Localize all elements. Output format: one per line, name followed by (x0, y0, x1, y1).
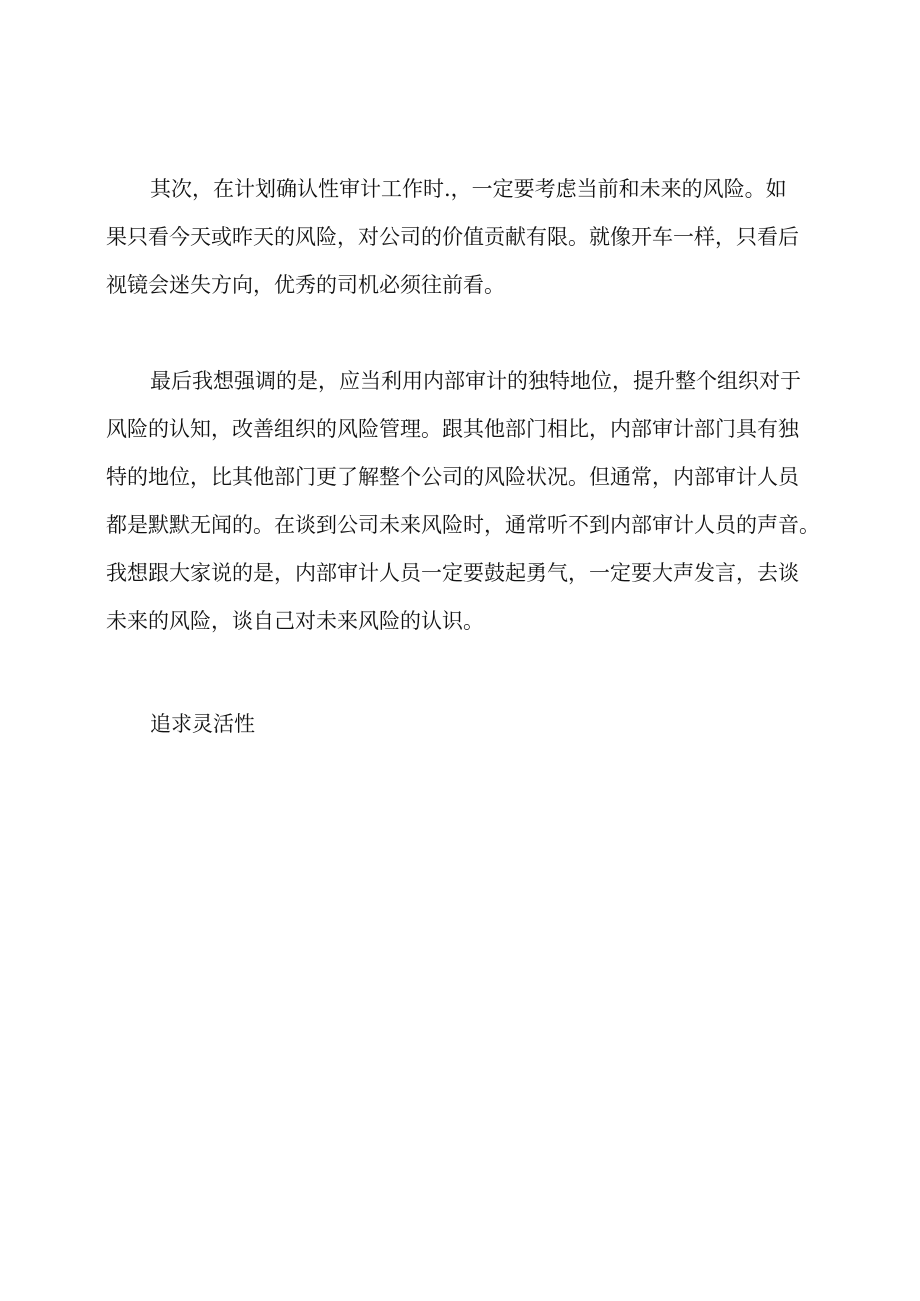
paragraph-line: 都是默默无闻的。在谈到公司未来风险时，通常听不到内部审计人员的声音。 (106, 513, 820, 537)
paragraph-line: 其次，在计划确认性审计工作时.，一定要考虑当前和未来的风险。如 (150, 177, 787, 201)
section-heading-text: 追求灵活性 (150, 712, 255, 736)
paragraph-line: 最后我想强调的是，应当利用内部审计的独特地位，提升整个组织对于 (150, 369, 801, 393)
section-heading (106, 700, 836, 748)
paragraph-risk-planning (106, 165, 836, 309)
paragraph-internal-audit-role (106, 357, 836, 645)
paragraph-line: 我想跟大家说的是，内部审计人员一定要鼓起勇气，一定要大声发言，去谈 (106, 561, 799, 585)
paragraph-line: 果只看今天或昨天的风险，对公司的价值贡献有限。就像开车一样，只看后 (106, 225, 799, 249)
paragraph-line: 风险的认知，改善组织的风险管理。跟其他部门相比，内部审计部门具有独 (106, 417, 799, 441)
paragraph-line: 特的地位，比其他部门更了解整个公司的风险状况。但通常，内部审计人员 (106, 465, 799, 489)
paragraph-line: 未来的风险，谈自己对未来风险的认识。 (106, 609, 484, 633)
paragraph-line: 视镜会迷失方向，优秀的司机必须往前看。 (106, 273, 505, 297)
